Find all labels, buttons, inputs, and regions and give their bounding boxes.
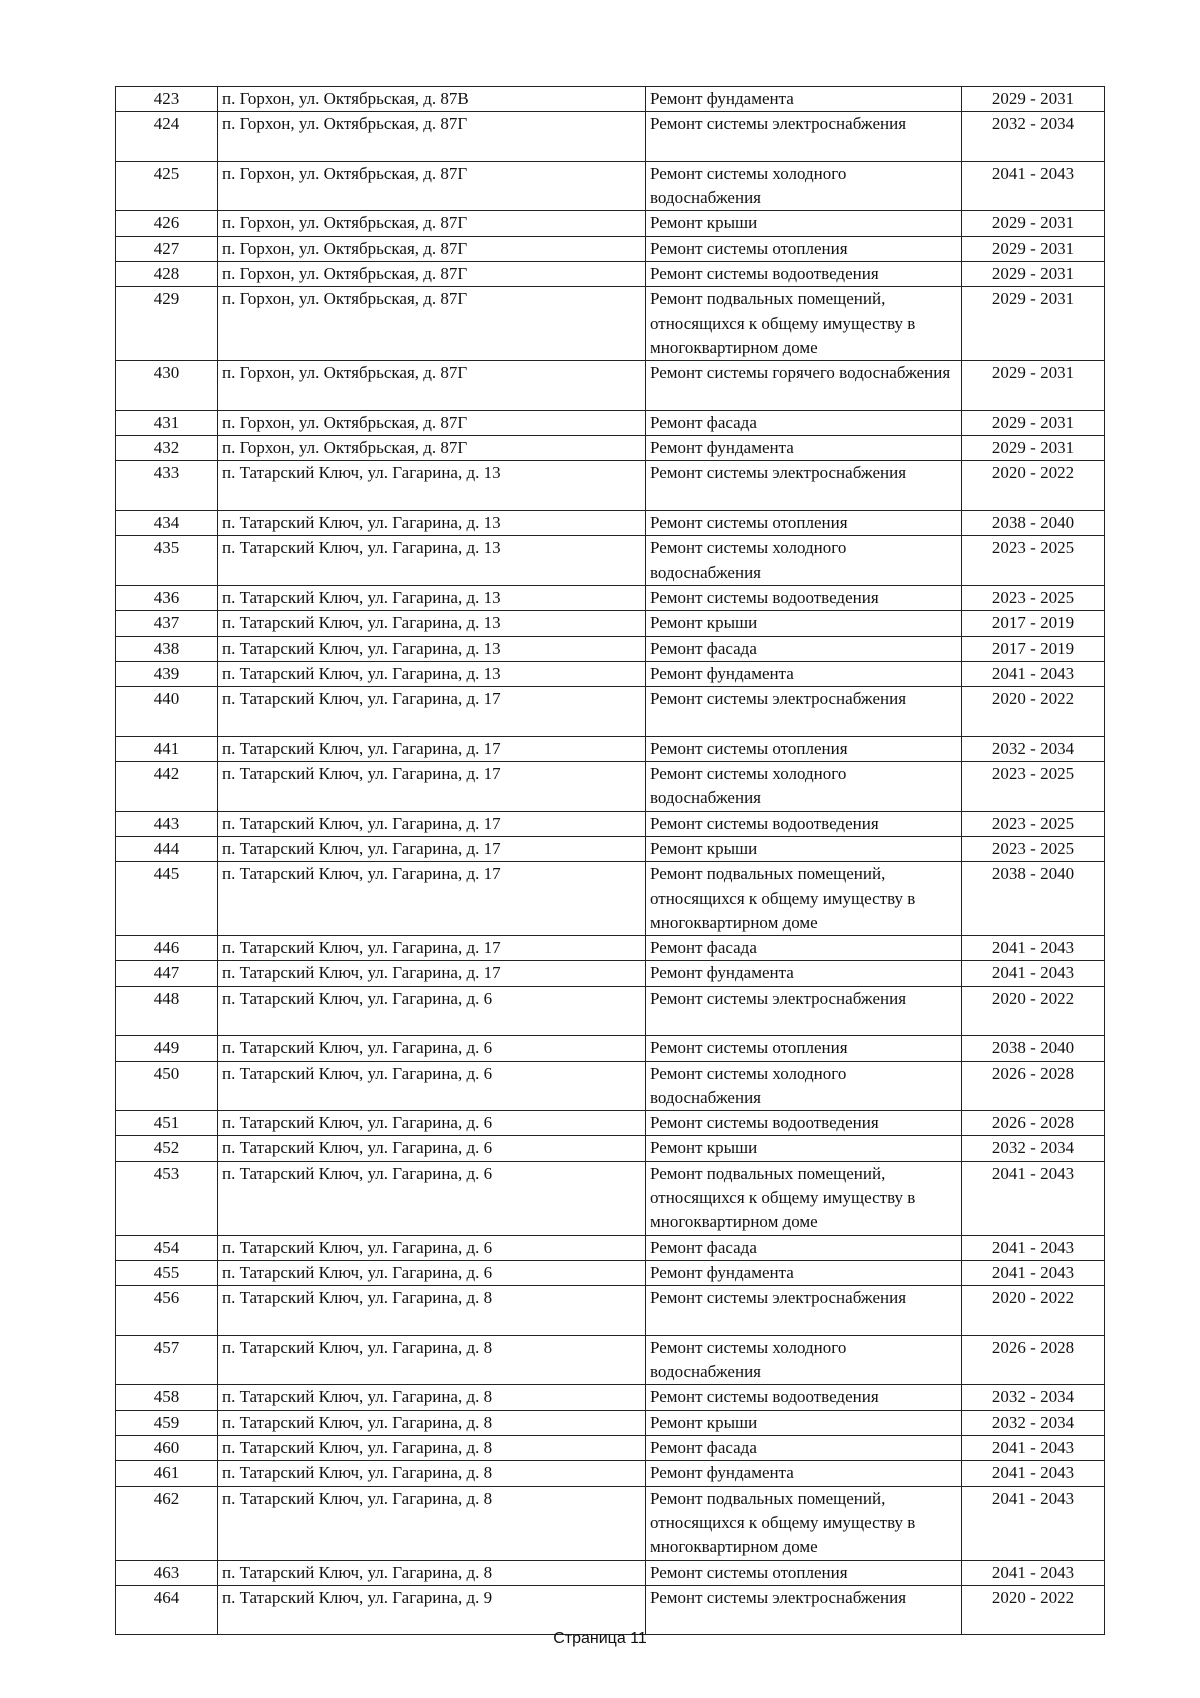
table-row: [116, 811, 1105, 836]
row-number-cell: 425: [116, 161, 218, 211]
row-number-cell: 435: [116, 536, 218, 586]
table-row: [116, 161, 1105, 211]
row-number-cell: 459: [116, 1410, 218, 1435]
table-row: [116, 1585, 1105, 1635]
table-row: [116, 936, 1105, 961]
table-row: [116, 611, 1105, 636]
table-row: [116, 211, 1105, 236]
address-cell: п. Татарский Ключ, ул. Гагарина, д. 6: [218, 1111, 646, 1136]
work-type-cell: Ремонт подвальных помещений, относящихся к общему имуществу в многоквартирном доме: [646, 1161, 962, 1235]
period-cell: 2020 - 2022: [962, 1286, 1105, 1336]
period-cell: 2029 - 2031: [962, 361, 1105, 411]
row-number-cell: 442: [116, 762, 218, 812]
work-type-cell: Ремонт системы отопления: [646, 1036, 962, 1061]
address-cell: п. Татарский Ключ, ул. Гагарина, д. 13: [218, 585, 646, 610]
table-row: [116, 1161, 1105, 1235]
address-cell: п. Татарский Ключ, ул. Гагарина, д. 8: [218, 1335, 646, 1385]
table-row: [116, 1061, 1105, 1111]
period-cell: 2023 - 2025: [962, 836, 1105, 861]
work-type-cell: Ремонт крыши: [646, 611, 962, 636]
row-number-cell: 429: [116, 287, 218, 361]
address-cell: п. Татарский Ключ, ул. Гагарина, д. 17: [218, 687, 646, 737]
work-type-cell: Ремонт системы электроснабжения: [646, 461, 962, 511]
row-number-cell: 455: [116, 1260, 218, 1285]
table-row: [116, 1385, 1105, 1410]
table-row: [116, 1486, 1105, 1560]
work-type-cell: Ремонт фундамента: [646, 436, 962, 461]
address-cell: п. Горхон, ул. Октябрьская, д. 87Г: [218, 262, 646, 287]
work-type-cell: Ремонт системы холодного водоснабжения: [646, 1335, 962, 1385]
table-row: [116, 836, 1105, 861]
table-row: [116, 410, 1105, 435]
period-cell: 2029 - 2031: [962, 236, 1105, 261]
address-cell: п. Татарский Ключ, ул. Гагарина, д. 13: [218, 661, 646, 686]
period-cell: 2041 - 2043: [962, 1486, 1105, 1560]
table-row: [116, 536, 1105, 586]
address-cell: п. Татарский Ключ, ул. Гагарина, д. 17: [218, 762, 646, 812]
period-cell: 2041 - 2043: [962, 1461, 1105, 1486]
address-cell: п. Татарский Ключ, ул. Гагарина, д. 8: [218, 1286, 646, 1336]
work-type-cell: Ремонт системы водоотведения: [646, 1385, 962, 1410]
period-cell: 2017 - 2019: [962, 636, 1105, 661]
row-number-cell: 447: [116, 961, 218, 986]
table-row: [116, 585, 1105, 610]
work-type-cell: Ремонт системы водоотведения: [646, 811, 962, 836]
table-row: [116, 1410, 1105, 1435]
period-cell: 2029 - 2031: [962, 87, 1105, 112]
address-cell: п. Татарский Ключ, ул. Гагарина, д. 17: [218, 836, 646, 861]
row-number-cell: 436: [116, 585, 218, 610]
period-cell: 2026 - 2028: [962, 1111, 1105, 1136]
address-cell: п. Горхон, ул. Октябрьская, д. 87Г: [218, 361, 646, 411]
table-row: [116, 461, 1105, 511]
table-row: [116, 87, 1105, 112]
table-row: [116, 862, 1105, 936]
address-cell: п. Горхон, ул. Октябрьская, д. 87Г: [218, 236, 646, 261]
work-type-cell: Ремонт фасада: [646, 936, 962, 961]
address-cell: п. Татарский Ключ, ул. Гагарина, д. 8: [218, 1385, 646, 1410]
row-number-cell: 445: [116, 862, 218, 936]
address-cell: п. Татарский Ключ, ул. Гагарина, д. 13: [218, 611, 646, 636]
row-number-cell: 454: [116, 1235, 218, 1260]
period-cell: 2029 - 2031: [962, 262, 1105, 287]
work-type-cell: Ремонт фасада: [646, 636, 962, 661]
table-body: [116, 87, 1105, 1635]
row-number-cell: 449: [116, 1036, 218, 1061]
row-number-cell: 464: [116, 1585, 218, 1635]
work-type-cell: Ремонт системы отопления: [646, 236, 962, 261]
period-cell: 2026 - 2028: [962, 1335, 1105, 1385]
period-cell: 2017 - 2019: [962, 611, 1105, 636]
period-cell: 2041 - 2043: [962, 936, 1105, 961]
work-type-cell: Ремонт крыши: [646, 1136, 962, 1161]
address-cell: п. Татарский Ключ, ул. Гагарина, д. 13: [218, 536, 646, 586]
work-type-cell: Ремонт фасада: [646, 1235, 962, 1260]
address-cell: п. Татарский Ключ, ул. Гагарина, д. 6: [218, 1235, 646, 1260]
period-cell: 2041 - 2043: [962, 1560, 1105, 1585]
address-cell: п. Татарский Ключ, ул. Гагарина, д. 6: [218, 1061, 646, 1111]
work-type-cell: Ремонт системы отопления: [646, 511, 962, 536]
work-type-cell: Ремонт подвальных помещений, относящихся к общему имуществу в многоквартирном доме: [646, 862, 962, 936]
row-number-cell: 451: [116, 1111, 218, 1136]
period-cell: 2032 - 2034: [962, 112, 1105, 162]
period-cell: 2041 - 2043: [962, 1436, 1105, 1461]
address-cell: п. Горхон, ул. Октябрьская, д. 87Г: [218, 287, 646, 361]
address-cell: п. Горхон, ул. Октябрьская, д. 87Г: [218, 410, 646, 435]
period-cell: 2026 - 2028: [962, 1061, 1105, 1111]
row-number-cell: 453: [116, 1161, 218, 1235]
work-type-cell: Ремонт системы электроснабжения: [646, 1286, 962, 1336]
row-number-cell: 463: [116, 1560, 218, 1585]
work-type-cell: Ремонт системы электроснабжения: [646, 986, 962, 1036]
table-row: [116, 986, 1105, 1036]
period-cell: 2023 - 2025: [962, 536, 1105, 586]
repair-schedule-table: [115, 86, 1105, 1635]
address-cell: п. Татарский Ключ, ул. Гагарина, д. 6: [218, 986, 646, 1036]
work-type-cell: Ремонт системы водоотведения: [646, 1111, 962, 1136]
row-number-cell: 438: [116, 636, 218, 661]
table-row: [116, 1260, 1105, 1285]
table-row: [116, 762, 1105, 812]
row-number-cell: 446: [116, 936, 218, 961]
table-row: [116, 1436, 1105, 1461]
row-number-cell: 431: [116, 410, 218, 435]
address-cell: п. Горхон, ул. Октябрьская, д. 87Г: [218, 436, 646, 461]
address-cell: п. Татарский Ключ, ул. Гагарина, д. 8: [218, 1560, 646, 1585]
table-row: [116, 661, 1105, 686]
row-number-cell: 457: [116, 1335, 218, 1385]
work-type-cell: Ремонт системы холодного водоснабжения: [646, 1061, 962, 1111]
period-cell: 2023 - 2025: [962, 811, 1105, 836]
work-type-cell: Ремонт крыши: [646, 836, 962, 861]
period-cell: 2023 - 2025: [962, 762, 1105, 812]
work-type-cell: Ремонт фундамента: [646, 1461, 962, 1486]
period-cell: 2020 - 2022: [962, 1585, 1105, 1635]
work-type-cell: Ремонт системы холодного водоснабжения: [646, 762, 962, 812]
address-cell: п. Татарский Ключ, ул. Гагарина, д. 13: [218, 636, 646, 661]
work-type-cell: Ремонт крыши: [646, 211, 962, 236]
address-cell: п. Татарский Ключ, ул. Гагарина, д. 6: [218, 1260, 646, 1285]
period-cell: 2032 - 2034: [962, 1136, 1105, 1161]
row-number-cell: 434: [116, 511, 218, 536]
row-number-cell: 443: [116, 811, 218, 836]
table-row: [116, 1111, 1105, 1136]
row-number-cell: 428: [116, 262, 218, 287]
row-number-cell: 460: [116, 1436, 218, 1461]
table-row: [116, 112, 1105, 162]
period-cell: 2032 - 2034: [962, 736, 1105, 761]
row-number-cell: 437: [116, 611, 218, 636]
period-cell: 2038 - 2040: [962, 1036, 1105, 1061]
period-cell: 2020 - 2022: [962, 687, 1105, 737]
address-cell: п. Татарский Ключ, ул. Гагарина, д. 17: [218, 936, 646, 961]
address-cell: п. Горхон, ул. Октябрьская, д. 87Г: [218, 112, 646, 162]
work-type-cell: Ремонт системы отопления: [646, 736, 962, 761]
period-cell: 2029 - 2031: [962, 436, 1105, 461]
period-cell: 2029 - 2031: [962, 287, 1105, 361]
table-row: [116, 1136, 1105, 1161]
table-row: [116, 1461, 1105, 1486]
work-type-cell: Ремонт крыши: [646, 1410, 962, 1435]
work-type-cell: Ремонт фундамента: [646, 87, 962, 112]
row-number-cell: 430: [116, 361, 218, 411]
work-type-cell: Ремонт фундамента: [646, 661, 962, 686]
work-type-cell: Ремонт фундамента: [646, 961, 962, 986]
period-cell: 2020 - 2022: [962, 461, 1105, 511]
table-row: [116, 436, 1105, 461]
table-row: [116, 961, 1105, 986]
work-type-cell: Ремонт системы горячего водоснабжения: [646, 361, 962, 411]
work-type-cell: Ремонт системы холодного водоснабжения: [646, 536, 962, 586]
row-number-cell: 424: [116, 112, 218, 162]
page-number: Страница 11: [553, 1630, 647, 1647]
table-row: [116, 1286, 1105, 1336]
address-cell: п. Татарский Ключ, ул. Гагарина, д. 9: [218, 1585, 646, 1635]
work-type-cell: Ремонт подвальных помещений, относящихся к общему имуществу в многоквартирном доме: [646, 287, 962, 361]
work-type-cell: Ремонт фундамента: [646, 1260, 962, 1285]
address-cell: п. Татарский Ключ, ул. Гагарина, д. 8: [218, 1486, 646, 1560]
work-type-cell: Ремонт системы отопления: [646, 1560, 962, 1585]
work-type-cell: Ремонт подвальных помещений, относящихся к общему имуществу в многоквартирном доме: [646, 1486, 962, 1560]
period-cell: 2020 - 2022: [962, 986, 1105, 1036]
table-row: [116, 1560, 1105, 1585]
work-type-cell: Ремонт системы водоотведения: [646, 262, 962, 287]
address-cell: п. Горхон, ул. Октябрьская, д. 87Г: [218, 211, 646, 236]
address-cell: п. Татарский Ключ, ул. Гагарина, д. 6: [218, 1161, 646, 1235]
row-number-cell: 462: [116, 1486, 218, 1560]
row-number-cell: 426: [116, 211, 218, 236]
table-row: [116, 687, 1105, 737]
row-number-cell: 448: [116, 986, 218, 1036]
work-type-cell: Ремонт системы электроснабжения: [646, 687, 962, 737]
period-cell: 2038 - 2040: [962, 862, 1105, 936]
row-number-cell: 450: [116, 1061, 218, 1111]
work-type-cell: Ремонт фасада: [646, 1436, 962, 1461]
table-row: [116, 361, 1105, 411]
period-cell: 2041 - 2043: [962, 161, 1105, 211]
period-cell: 2038 - 2040: [962, 511, 1105, 536]
address-cell: п. Татарский Ключ, ул. Гагарина, д. 17: [218, 862, 646, 936]
period-cell: 2029 - 2031: [962, 211, 1105, 236]
address-cell: п. Татарский Ключ, ул. Гагарина, д. 8: [218, 1461, 646, 1486]
table-row: [116, 511, 1105, 536]
period-cell: 2029 - 2031: [962, 410, 1105, 435]
work-type-cell: Ремонт фасада: [646, 410, 962, 435]
address-cell: п. Татарский Ключ, ул. Гагарина, д. 8: [218, 1436, 646, 1461]
table-row: [116, 287, 1105, 361]
address-cell: п. Татарский Ключ, ул. Гагарина, д. 17: [218, 961, 646, 986]
table-row: [116, 736, 1105, 761]
address-cell: п. Татарский Ключ, ул. Гагарина, д. 6: [218, 1036, 646, 1061]
work-type-cell: Ремонт системы электроснабжения: [646, 1585, 962, 1635]
row-number-cell: 441: [116, 736, 218, 761]
work-type-cell: Ремонт системы холодного водоснабжения: [646, 161, 962, 211]
table-row: [116, 1235, 1105, 1260]
period-cell: 2032 - 2034: [962, 1410, 1105, 1435]
row-number-cell: 452: [116, 1136, 218, 1161]
row-number-cell: 427: [116, 236, 218, 261]
period-cell: 2041 - 2043: [962, 1235, 1105, 1260]
row-number-cell: 423: [116, 87, 218, 112]
address-cell: п. Татарский Ключ, ул. Гагарина, д. 13: [218, 461, 646, 511]
period-cell: 2041 - 2043: [962, 661, 1105, 686]
address-cell: п. Горхон, ул. Октябрьская, д. 87В: [218, 87, 646, 112]
table-row: [116, 262, 1105, 287]
table-row: [116, 236, 1105, 261]
row-number-cell: 456: [116, 1286, 218, 1336]
row-number-cell: 439: [116, 661, 218, 686]
row-number-cell: 432: [116, 436, 218, 461]
table-row: [116, 1036, 1105, 1061]
row-number-cell: 440: [116, 687, 218, 737]
work-type-cell: Ремонт системы водоотведения: [646, 585, 962, 610]
period-cell: 2032 - 2034: [962, 1385, 1105, 1410]
address-cell: п. Татарский Ключ, ул. Гагарина, д. 6: [218, 1136, 646, 1161]
address-cell: п. Татарский Ключ, ул. Гагарина, д. 17: [218, 736, 646, 761]
address-cell: п. Татарский Ключ, ул. Гагарина, д. 17: [218, 811, 646, 836]
table-row: [116, 1335, 1105, 1385]
address-cell: п. Горхон, ул. Октябрьская, д. 87Г: [218, 161, 646, 211]
period-cell: 2041 - 2043: [962, 1260, 1105, 1285]
row-number-cell: 433: [116, 461, 218, 511]
row-number-cell: 444: [116, 836, 218, 861]
period-cell: 2041 - 2043: [962, 1161, 1105, 1235]
period-cell: 2023 - 2025: [962, 585, 1105, 610]
table-row: [116, 636, 1105, 661]
address-cell: п. Татарский Ключ, ул. Гагарина, д. 13: [218, 511, 646, 536]
address-cell: п. Татарский Ключ, ул. Гагарина, д. 8: [218, 1410, 646, 1435]
row-number-cell: 458: [116, 1385, 218, 1410]
row-number-cell: 461: [116, 1461, 218, 1486]
work-type-cell: Ремонт системы электроснабжения: [646, 112, 962, 162]
period-cell: 2041 - 2043: [962, 961, 1105, 986]
